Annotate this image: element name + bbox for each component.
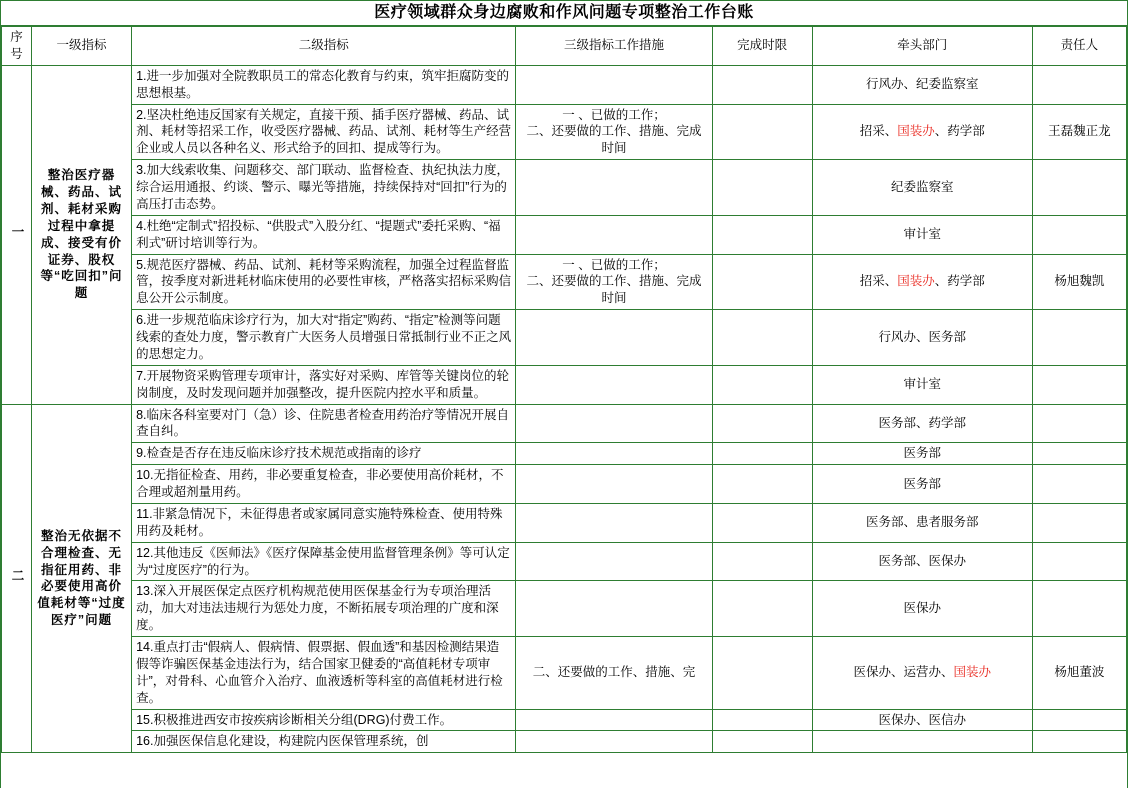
lead-department-cell: 医保办、运营办、国装办	[812, 637, 1032, 710]
deadline-cell	[712, 465, 812, 504]
table-row	[2, 104, 1127, 160]
level2-measure: 14.重点打击“假病人、假病情、假票据、假血透”和基因检测结果造假等诈骗医保基金违法行为，结合国家卫健委的“高值耗材专项审计”，对骨科、心血管介入治疗、血液透析等科室的高值耗材进行检查。	[132, 637, 516, 710]
level3-measure	[516, 542, 712, 581]
level3-measure	[516, 365, 712, 404]
deadline-cell	[712, 443, 812, 465]
responsible-person-cell: 杨旭董波	[1032, 637, 1126, 710]
group-sequence: 二	[2, 404, 32, 753]
deadline-cell	[712, 542, 812, 581]
level2-measure: 16.加强医保信息化建设，构建院内医保管理系统，创	[132, 731, 516, 753]
level3-measure: 一 、已做的工作； 二、还要做的工作、措施、完成时间	[516, 104, 712, 160]
header-lead: 牵头部门	[812, 27, 1032, 66]
deadline-cell	[712, 404, 812, 443]
table-row	[2, 542, 1127, 581]
table-row	[2, 731, 1127, 753]
responsible-person-cell	[1032, 310, 1126, 366]
level3-measure: 一 、已做的工作； 二、还要做的工作、措施、完成时间	[516, 254, 712, 310]
lead-department-cell: 医保办、医信办	[812, 709, 1032, 731]
level2-measure: 10.无指征检查、用药，非必要重复检查，非必要使用高价耗材，不合理或超剂量用药。	[132, 465, 516, 504]
deadline-cell	[712, 215, 812, 254]
lead-department-cell: 招采、国装办、药学部	[812, 104, 1032, 160]
lead-department-cell: 审计室	[812, 215, 1032, 254]
table-body	[2, 65, 1127, 753]
header-seq: 序号	[2, 27, 32, 66]
level2-measure: 7.开展物资采购管理专项审计，落实好对采购、库管等关键岗位的轮岗制度，及时发现问题并加强整改，提升医院内控水平和质量。	[132, 365, 516, 404]
responsible-person-cell	[1032, 215, 1126, 254]
level3-measure	[516, 404, 712, 443]
level3-measure	[516, 65, 712, 104]
deadline-cell	[712, 503, 812, 542]
deadline-cell	[712, 254, 812, 310]
lead-department-cell: 纪委监察室	[812, 160, 1032, 216]
table-header-row	[2, 27, 1127, 66]
level2-measure: 15.积极推进西安市按疾病诊断相关分组(DRG)付费工作。	[132, 709, 516, 731]
table-row	[2, 709, 1127, 731]
lead-department-cell: 医务部、医保办	[812, 542, 1032, 581]
group-level1-label: 整治医疗器械、药品、试剂、耗材采购过程中拿提成、接受有价证券、股权等“吃回扣”问题	[32, 65, 132, 404]
lead-department-cell: 行风办、医务部	[812, 310, 1032, 366]
responsible-person-cell	[1032, 160, 1126, 216]
level2-measure: 12.其他违反《医师法》《医疗保障基金使用监督管理条例》等可认定为“过度医疗”的行为。	[132, 542, 516, 581]
table-row	[2, 581, 1127, 637]
deadline-cell	[712, 709, 812, 731]
level2-measure: 11.非紧急情况下，未征得患者或家属同意实施特殊检查、使用特殊用药及耗材。	[132, 503, 516, 542]
deadline-cell	[712, 637, 812, 710]
level3-measure	[516, 581, 712, 637]
level3-measure	[516, 310, 712, 366]
level2-measure: 1.进一步加强对全院教职员工的常态化教育与约束，筑牢拒腐防变的思想根基。	[132, 65, 516, 104]
deadline-cell	[712, 65, 812, 104]
lead-department-cell: 医务部	[812, 465, 1032, 504]
lead-department-cell: 医务部、患者服务部	[812, 503, 1032, 542]
level2-measure: 5.规范医疗器械、药品、试剂、耗材等采购流程，加强全过程监督监管，按季度对新进耗材临床使用的必要性审核，严格落实招标采购信息公开公示制度。	[132, 254, 516, 310]
responsible-person-cell	[1032, 731, 1126, 753]
table-row	[2, 65, 1127, 104]
responsible-person-cell	[1032, 503, 1126, 542]
table-row	[2, 443, 1127, 465]
responsible-person-cell	[1032, 581, 1126, 637]
level3-measure: 二、还要做的工作、措施、完	[516, 637, 712, 710]
ledger-table	[1, 26, 1127, 753]
table-row	[2, 254, 1127, 310]
responsible-person-cell	[1032, 709, 1126, 731]
level2-measure: 2.坚决杜绝违反国家有关规定，直接干预、插手医疗器械、药品、试剂、耗材等招采工作，收受医疗器械、药品、试剂、耗材等生产经营企业或人员以各种名义、形式给予的回扣、提成等行为。	[132, 104, 516, 160]
level2-measure: 4.杜绝“定制式”招投标、“供股式”入股分红、“提题式”委托采购、“福利式”研讨培训等行为。	[132, 215, 516, 254]
table-row	[2, 160, 1127, 216]
level3-measure	[516, 443, 712, 465]
lead-department-cell: 审计室	[812, 365, 1032, 404]
table-row	[2, 503, 1127, 542]
level2-measure: 9.检查是否存在违反临床诊疗技术规范或指南的诊疗	[132, 443, 516, 465]
lead-department-cell: 招采、国装办、药学部	[812, 254, 1032, 310]
lead-department-cell: 医务部、药学部	[812, 404, 1032, 443]
lead-department-cell	[812, 731, 1032, 753]
deadline-cell	[712, 160, 812, 216]
header-level3: 三级指标工作措施	[516, 27, 712, 66]
header-person: 责任人	[1032, 27, 1126, 66]
responsible-person-cell: 王磊魏正龙	[1032, 104, 1126, 160]
level3-measure	[516, 215, 712, 254]
deadline-cell	[712, 310, 812, 366]
responsible-person-cell	[1032, 65, 1126, 104]
level3-measure	[516, 731, 712, 753]
responsible-person-cell	[1032, 404, 1126, 443]
lead-department-cell: 医务部	[812, 443, 1032, 465]
level2-measure: 8.临床各科室要对门（急）诊、住院患者检查用药治疗等情况开展自查自纠。	[132, 404, 516, 443]
responsible-person-cell	[1032, 465, 1126, 504]
level3-measure	[516, 709, 712, 731]
table-row	[2, 365, 1127, 404]
table-row	[2, 637, 1127, 710]
level2-measure: 3.加大线索收集、问题移交、部门联动、监督检查、执纪执法力度，综合运用通报、约谈、警示、曝光等措施，持续保持对“回扣”行为的高压打击态势。	[132, 160, 516, 216]
header-level2: 二级指标	[132, 27, 516, 66]
deadline-cell	[712, 581, 812, 637]
table-row	[2, 465, 1127, 504]
responsible-person-cell: 杨旭魏凯	[1032, 254, 1126, 310]
level3-measure	[516, 465, 712, 504]
responsible-person-cell	[1032, 365, 1126, 404]
deadline-cell	[712, 365, 812, 404]
level3-measure	[516, 160, 712, 216]
deadline-cell	[712, 731, 812, 753]
level2-measure: 13.深入开展医保定点医疗机构规范使用医保基金行为专项治理活动，加大对违法违规行为惩处力度，不断拓展专项治理的广度和深度。	[132, 581, 516, 637]
lead-department-cell: 医保办	[812, 581, 1032, 637]
level2-measure: 6.进一步规范临床诊疗行为，加大对“指定”购药、“指定”检测等问题线索的查处力度，警示教育广大医务人员增强日常抵制行业不正之风的思想定力。	[132, 310, 516, 366]
header-level1: 一级指标	[32, 27, 132, 66]
document-title: 医疗领域群众身边腐败和作风问题专项整治工作台账	[1, 0, 1127, 26]
deadline-cell	[712, 104, 812, 160]
level3-measure	[516, 503, 712, 542]
group-level1-label: 整治无依据不合理检查、无指征用药、非必要使用高价值耗材等“过度医疗”问题	[32, 404, 132, 753]
table-row	[2, 215, 1127, 254]
table-row	[2, 404, 1127, 443]
lead-department-cell: 行风办、纪委监察室	[812, 65, 1032, 104]
table-row	[2, 310, 1127, 366]
group-sequence: 一	[2, 65, 32, 404]
responsible-person-cell	[1032, 542, 1126, 581]
responsible-person-cell	[1032, 443, 1126, 465]
header-deadline: 完成时限	[712, 27, 812, 66]
